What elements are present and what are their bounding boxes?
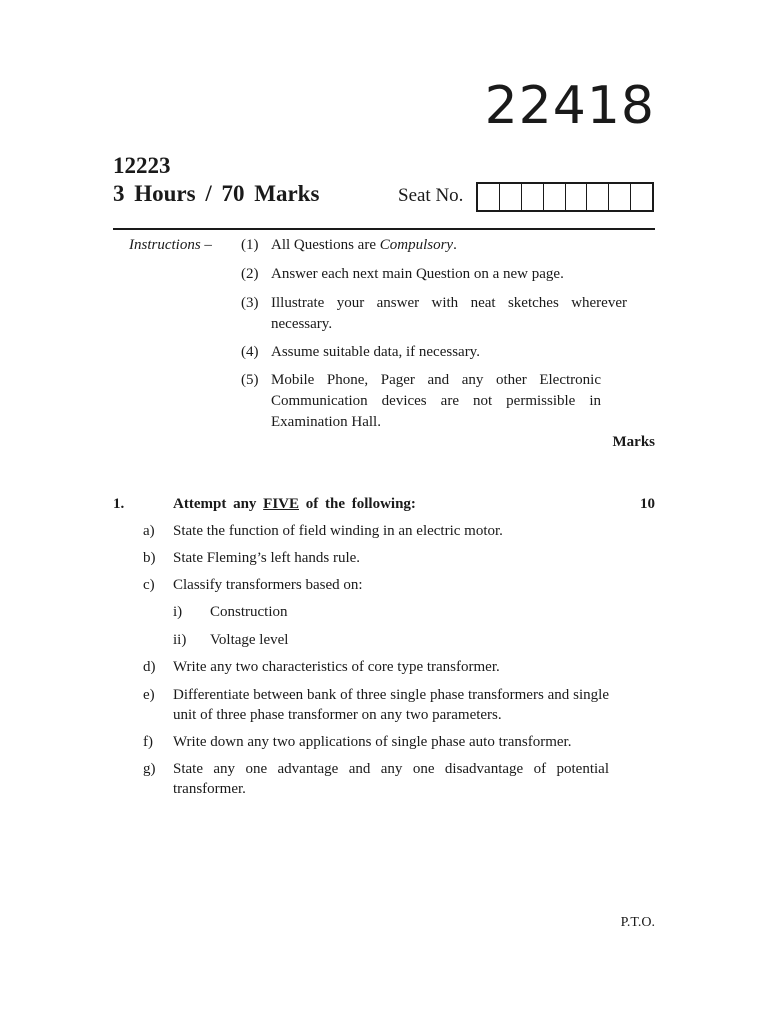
header-divider (113, 228, 655, 230)
instruction-text: Mobile Phone, Pager and any other Electronic Communication devices are not permissible in Examination Hall. (271, 372, 601, 430)
part-text: Write any two characteristics of core type transformer. (173, 659, 500, 675)
page-turn-over: P.T.O. (620, 915, 655, 930)
subject-code: 12223 (113, 153, 171, 178)
subpart-text: Construction (210, 604, 288, 620)
emphasis-five: FIVE (263, 496, 299, 512)
part-text: State any one advantage and any one disadvantage of potential transformer. (173, 761, 609, 797)
seat-number-cell[interactable] (522, 184, 544, 210)
seat-number-cell[interactable] (609, 184, 631, 210)
exam-duration-marks: 3 Hours / 70 Marks (113, 181, 320, 206)
part-label: e) (143, 687, 155, 703)
part-label: a) (143, 523, 155, 539)
instruction-text: All Questions are Compulsory. (271, 237, 457, 253)
marks-column-heading: Marks (612, 434, 655, 450)
part-label: b) (143, 550, 156, 566)
instruction-number: (2) (241, 266, 259, 282)
part-label: d) (143, 659, 156, 675)
seat-number-cell[interactable] (500, 184, 522, 210)
paper-code: 22418 (484, 76, 655, 136)
seat-number-cell[interactable] (478, 184, 500, 210)
instruction-number: (1) (241, 237, 259, 253)
part-label: f) (143, 734, 153, 750)
subpart-label: ii) (173, 632, 187, 648)
instruction-text: Answer each next main Question on a new page. (271, 266, 564, 282)
instruction-text: Illustrate your answer with neat sketches wherever necessary. (271, 295, 627, 332)
part-text: State the function of field winding in an electric motor. (173, 523, 503, 539)
seat-number-boxes (476, 182, 654, 212)
subpart-label: i) (173, 604, 183, 620)
part-label: g) (143, 761, 156, 777)
part-label: c) (143, 577, 155, 593)
instructions-title: Instructions – (129, 237, 212, 253)
part-text: Differentiate between bank of three single phase transformers and single unit of three phase transformer on any two parameters. (173, 687, 609, 723)
part-text: Classify transformers based on: (173, 577, 363, 593)
seat-number-label: Seat No. (398, 185, 464, 206)
part-text: State Fleming’s left hands rule. (173, 550, 361, 566)
subpart-text: Voltage level (210, 632, 289, 648)
question-number: 1. (113, 496, 125, 512)
part-text: Write down any two applications of single phase auto transformer. (173, 734, 572, 750)
seat-number-cell[interactable] (631, 184, 652, 210)
instruction-number: (3) (241, 295, 259, 311)
question-heading: Attempt any FIVE of the following: (173, 496, 416, 512)
seat-number-cell[interactable] (566, 184, 588, 210)
seat-number-cell[interactable] (544, 184, 566, 210)
instruction-number: (4) (241, 344, 259, 360)
question-marks: 10 (640, 496, 655, 512)
instruction-text: Assume suitable data, if necessary. (271, 344, 480, 360)
seat-number-cell[interactable] (587, 184, 609, 210)
instruction-number: (5) (241, 372, 259, 388)
